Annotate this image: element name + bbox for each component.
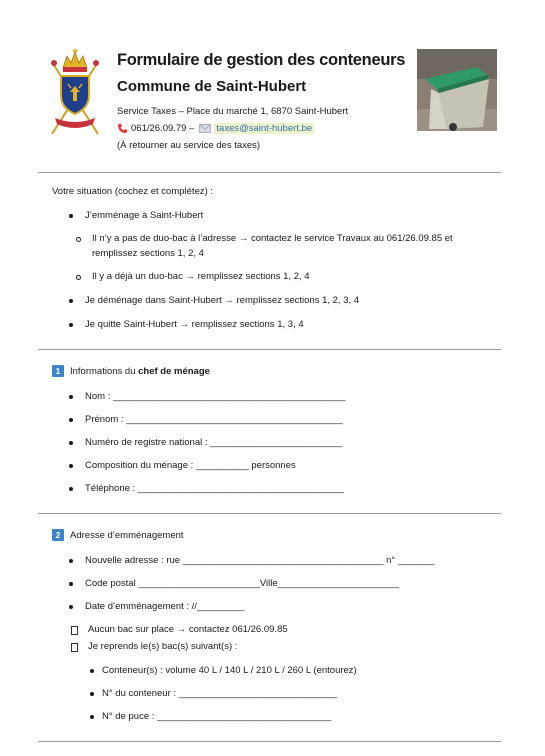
- option-leaving: Je quitte Saint-Hubert → remplissez sections 1, 3, 4: [85, 319, 304, 330]
- service-address: Service Taxes – Place du marché 1, 6870 Saint-Hubert: [117, 106, 349, 117]
- divider: [38, 172, 501, 173]
- option-no-duo-bac: Il n’y a pas de duo-bac à l’adresse → contactez le service Travaux au 061/26.09.85 et remplissez sections 1, 2, 4: [92, 233, 453, 259]
- bullet: [69, 559, 73, 563]
- field-prenom[interactable]: Prénom : _________________________________________: [85, 414, 343, 425]
- coat-of-arms-icon: [46, 46, 104, 138]
- mail-icon: [199, 124, 211, 133]
- phone-number: 061/26.09.79 –: [131, 123, 195, 134]
- divider: [38, 741, 501, 742]
- bullet: [69, 464, 73, 468]
- bullet: [69, 441, 73, 445]
- bullet: [69, 395, 73, 399]
- form-title: Formulaire de gestion des conteneurs: [117, 51, 406, 69]
- bullet: [90, 715, 94, 719]
- checkbox-label-reprise-bac: Je reprends le(s) bac(s) suivant(s) :: [88, 641, 238, 652]
- contact-line: [117, 123, 314, 134]
- bullet: [69, 487, 73, 491]
- field-code-postal-ville[interactable]: Code postal _______________________Ville_______________________: [85, 578, 400, 589]
- return-note: (À retourner au service des taxes): [117, 140, 261, 151]
- field-registre-national[interactable]: Numéro de registre national : _________________________: [85, 437, 343, 448]
- field-numero-conteneur[interactable]: N° du conteneur : ______________________________: [102, 688, 338, 699]
- bullet: [69, 299, 73, 303]
- section-2-heading: 2 Adresse d’emménagement: [52, 529, 184, 541]
- sub-bullet: [76, 237, 81, 242]
- section-1-heading: 1 Informations du chef de ménage: [52, 365, 210, 377]
- phone-icon: [117, 123, 128, 134]
- bullet: [69, 214, 73, 218]
- checkbox-label-aucun-bac: Aucun bac sur place → contactez 061/26.09.85: [88, 624, 288, 635]
- field-numero-puce[interactable]: N° de puce : _________________________________: [102, 711, 332, 722]
- divider: [38, 349, 501, 350]
- field-date-emmenagement[interactable]: Date d’emménagement : //_________: [85, 601, 245, 612]
- option-existing-duo-bac: Il y a déjà un duo-bac → remplissez sections 1, 2, 4: [92, 271, 310, 282]
- bullet: [69, 582, 73, 586]
- checkbox-aucun-bac[interactable]: [71, 626, 78, 635]
- option-moving-in: J’emménage à Saint-Hubert: [85, 210, 204, 221]
- form-header: [0, 0, 545, 170]
- bullet: [90, 669, 94, 673]
- option-moving-within: Je déménage dans Saint-Hubert → remplissez sections 1, 2, 3, 4: [85, 295, 360, 306]
- bullet: [69, 605, 73, 609]
- email-link[interactable]: taxes@saint-hubert.be: [216, 123, 313, 134]
- situation-intro: Votre situation (cochez et complétez) :: [52, 186, 214, 197]
- field-nom[interactable]: Nom : ____________________________________________: [85, 391, 346, 402]
- field-telephone[interactable]: Téléphone : _______________________________________: [85, 483, 344, 494]
- section-number-badge: 2: [52, 529, 64, 541]
- commune-name: Commune de Saint-Hubert: [117, 78, 307, 95]
- section-number-badge: 1: [52, 365, 64, 377]
- bullet: [69, 323, 73, 327]
- green-wheelie-bin-photo: [417, 49, 497, 131]
- field-composition-menage[interactable]: Composition du ménage : __________ personnes: [85, 460, 296, 471]
- field-volume-conteneur[interactable]: Conteneur(s) : volume 40 L / 140 L / 210 L / 260 L (entourez): [102, 665, 357, 676]
- checkbox-reprise-bac[interactable]: [71, 643, 78, 652]
- bullet: [90, 692, 94, 696]
- sub-bullet: [76, 275, 81, 280]
- field-nouvelle-adresse[interactable]: Nouvelle adresse : rue ______________________________________ n° _______: [85, 555, 435, 566]
- divider: [38, 513, 501, 514]
- bullet: [69, 418, 73, 422]
